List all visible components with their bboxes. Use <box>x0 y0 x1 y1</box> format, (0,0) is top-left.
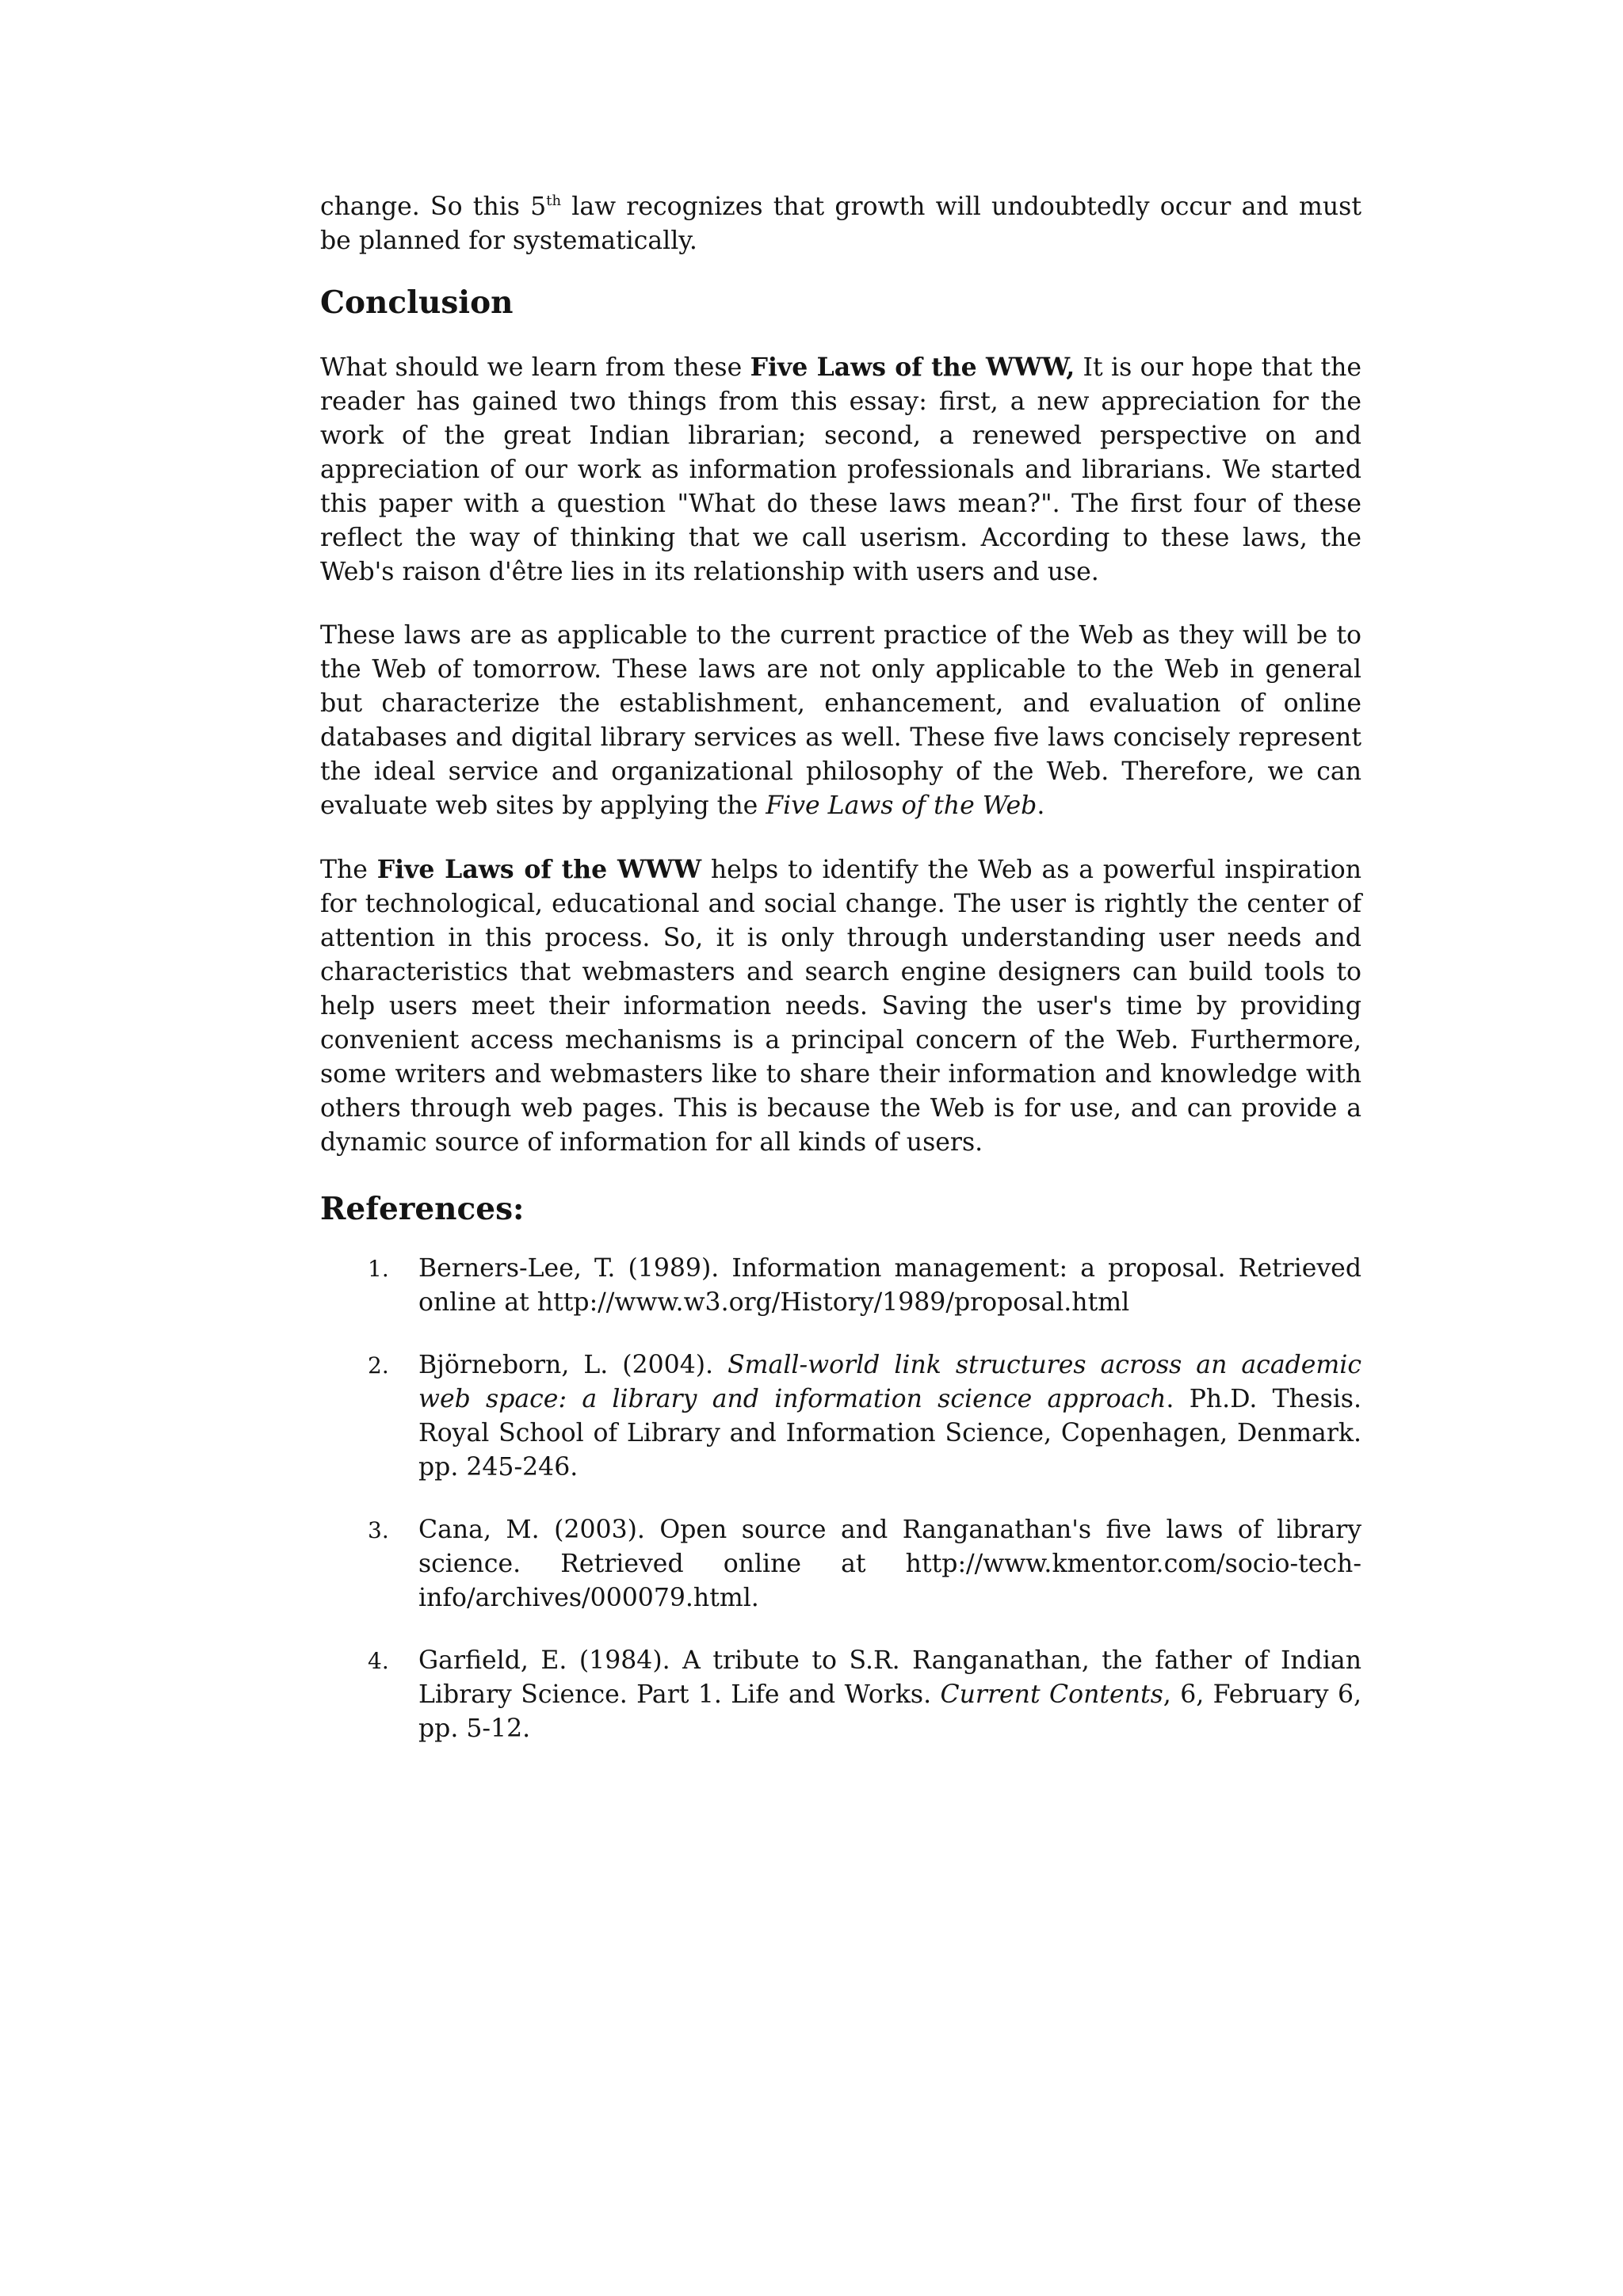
reference-text: Garfield, E. (1984). A tribute to S.R. Ranganathan, the father of Indian Library Science. Part 1. Life and Works. <box>418 1646 1361 1709</box>
intro-text-cont: law recognizes that growth will undoubtedly occur and must be planned for systematically. <box>320 193 1361 255</box>
reference-item <box>320 1513 1361 1615</box>
reference-number: 2. <box>368 1352 389 1379</box>
reference-item <box>320 1348 1361 1485</box>
reference-number: 4. <box>368 1648 389 1674</box>
document-page <box>320 190 1361 1775</box>
conclusion-paragraph-1 <box>320 350 1361 589</box>
reference-text: Cana, M. (2003). Open source and Ranganathan's five laws of library science. Retrieved online at http://www.kmentor.com/socio-tech-info/archives/000079.html. <box>418 1516 1361 1612</box>
italic-text: Five Laws of the Web <box>766 791 1037 820</box>
conclusion-paragraph-3 <box>320 852 1361 1160</box>
ordinal-superscript: th <box>546 193 562 209</box>
reference-number: 1. <box>368 1256 389 1282</box>
reference-item <box>320 1644 1361 1746</box>
reference-text: Björneborn, L. (2004). <box>418 1351 728 1379</box>
intro-text: change. So this 5 <box>320 193 547 221</box>
reference-text: . Ph.D. Thesis. Royal School of Library and Information Science, Copenhagen, Denmark. pp. 245-246. <box>418 1385 1361 1482</box>
reference-text: Berners-Lee, T. (1989). Information management: a proposal. Retrieved online at http://www.w3.org/History/1989/proposal.html <box>418 1254 1361 1317</box>
intro-paragraph <box>320 190 1361 258</box>
text-run: helps to identify the Web as a powerful inspiration for technological, educational and social change. The user is rightly the center of attention in this process. So, it is only through understanding user needs and characteristics that webmasters and search engine designers can build tools to help users meet their information needs. Saving the user's time by providing convenient access mechanisms is a principal concern of the Web. Furthermore, some writers and webmasters like to share their information and knowledge with others through web pages. This is because the Web is for use, and can provide a dynamic source of information for all kinds of users. <box>320 856 1361 1157</box>
text-run: These laws are as applicable to the current practice of the Web as they will be to the Web of tomorrow. These laws are not only applicable to the Web in general but characterize the establishment, enhancement, and evaluation of online databases and digital library services as well. These five laws concisely represent the ideal service and organizational philosophy of the Web. Therefore, we can evaluate web sites by applying the <box>320 621 1361 820</box>
reference-journal-italic: Current Contents <box>940 1680 1163 1709</box>
reference-title-italic: Small-world link structures across an academic web space: a library and information science approach <box>418 1351 1361 1413</box>
bold-text: Five Laws of the WWW <box>376 855 702 884</box>
text-run: The <box>320 856 377 884</box>
text-run: It is our hope that the reader has gained two things from this essay: first, a new appreciation for the work of the great Indian librarian; second, a renewed perspective on and appreciation of our work as information professionals and librarians. We started this paper with a question "What do these laws mean?". The first four of these reflect the way of thinking that we call userism. According to these laws, the Web's raison d'être lies in its relationship with users and use. <box>320 353 1361 586</box>
conclusion-heading: Conclusion <box>320 284 514 321</box>
references-list <box>320 1252 1361 1746</box>
text-run: . <box>1037 791 1045 820</box>
reference-text: , 6, February 6, pp. 5-12. <box>418 1680 1362 1743</box>
text-run: What should we learn from these <box>320 353 750 382</box>
references-heading: References: <box>320 1191 525 1227</box>
conclusion-paragraph-2 <box>320 619 1361 823</box>
bold-text: Five Laws of the WWW, <box>750 353 1075 382</box>
reference-number: 3. <box>368 1517 389 1543</box>
reference-item <box>320 1252 1361 1320</box>
